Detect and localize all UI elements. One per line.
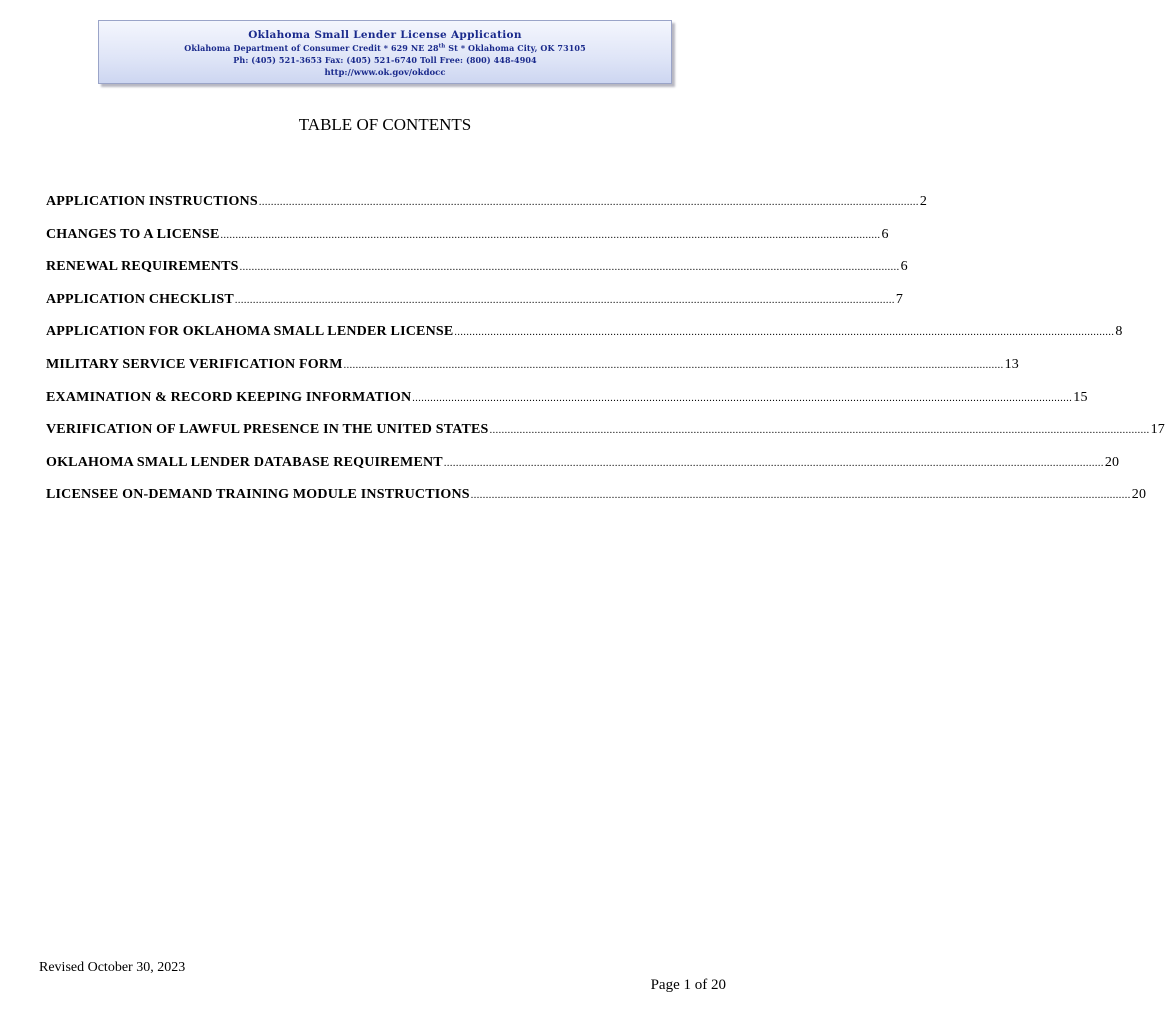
toc-entry[interactable] [46,389,1088,423]
toc-entry-label: CHANGES TO A LICENSE [46,226,220,242]
toc-entry[interactable] [46,454,1120,488]
toc-leader-dots: ............................................................................................................................................................................................................................ [454,327,1115,339]
toc-entry[interactable] [46,194,928,227]
toc-entry-page: 6 [900,259,908,275]
toc-entry-page: 20 [1131,487,1147,503]
table-of-contents [46,194,1165,520]
toc-entry-label: APPLICATION CHECKLIST [46,291,234,307]
toc-entry[interactable] [46,291,904,325]
toc-leader-dots: ............................................................................................................................................................................................................................ [239,262,900,274]
toc-entry-page: 7 [895,291,904,307]
toc-leader-dots: ............................................................................................................................................................................................................................ [470,490,1131,502]
toc-leader-dots: ............................................................................................................................................................................................................................ [234,294,895,306]
toc-entry[interactable] [46,422,1165,455]
toc-entry-page: 15 [1073,389,1088,405]
toc-entry-page: 17 [1150,422,1165,438]
toc-entry-label: VERIFICATION OF LAWFUL PRESENCE IN THE UNITED STATES [46,422,489,438]
toc-entry-label: MILITARY SERVICE VERIFICATION FORM [46,356,343,372]
revision-date: Revised October 30, 2023 [39,960,186,975]
page-number: Page 1 of 20 [650,977,726,993]
department-address: Oklahoma Department of Consumer Credit * 629 NE 28th St * Oklahoma City, OK 73105 [184,43,586,53]
toc-entry-label: APPLICATION INSTRUCTIONS [46,194,258,209]
toc-entry-page: 20 [1104,454,1120,470]
toc-leader-dots: ............................................................................................................................................................................................................................ [220,229,881,241]
toc-entry-page: 2 [919,194,928,209]
toc-entry-page: 8 [1115,324,1123,340]
toc-entry[interactable] [46,226,889,260]
toc-entry-label: EXAMINATION & RECORD KEEPING INFORMATION [46,389,412,405]
toc-entry-label: APPLICATION FOR OKLAHOMA SMALL LENDER LICENSE [46,324,454,340]
toc-entry-page: 13 [1004,356,1020,372]
contact-numbers: Ph: (405) 521-3653 Fax: (405) 521-6740 Toll Free: (800) 448-4904 [233,55,537,65]
toc-entry[interactable] [46,259,908,292]
toc-entry-label: OKLAHOMA SMALL LENDER DATABASE REQUIREMENT [46,454,443,470]
toc-leader-dots: ............................................................................................................................................................................................................................ [343,359,1004,371]
toc-leader-dots: ............................................................................................................................................................................................................................ [412,392,1073,404]
toc-entry[interactable] [46,356,1020,390]
form-title: Oklahoma Small Lender License Application [248,29,522,41]
toc-heading: TABLE OF CONTENTS [298,115,472,134]
toc-entry-label: LICENSEE ON-DEMAND TRAINING MODULE INSTRUCTIONS [46,487,470,503]
toc-leader-dots: ............................................................................................................................................................................................................................ [258,197,919,208]
toc-entry-label: RENEWAL REQUIREMENTS [46,259,239,275]
toc-entry[interactable] [46,324,1123,357]
toc-leader-dots: ............................................................................................................................................................................................................................ [443,457,1104,469]
toc-entry-page: 6 [881,226,889,242]
toc-leader-dots: ............................................................................................................................................................................................................................ [489,425,1150,437]
header-banner [98,20,672,84]
website-link[interactable]: http://www.ok.gov/okdocc [324,68,446,78]
toc-entry[interactable] [46,487,1147,520]
